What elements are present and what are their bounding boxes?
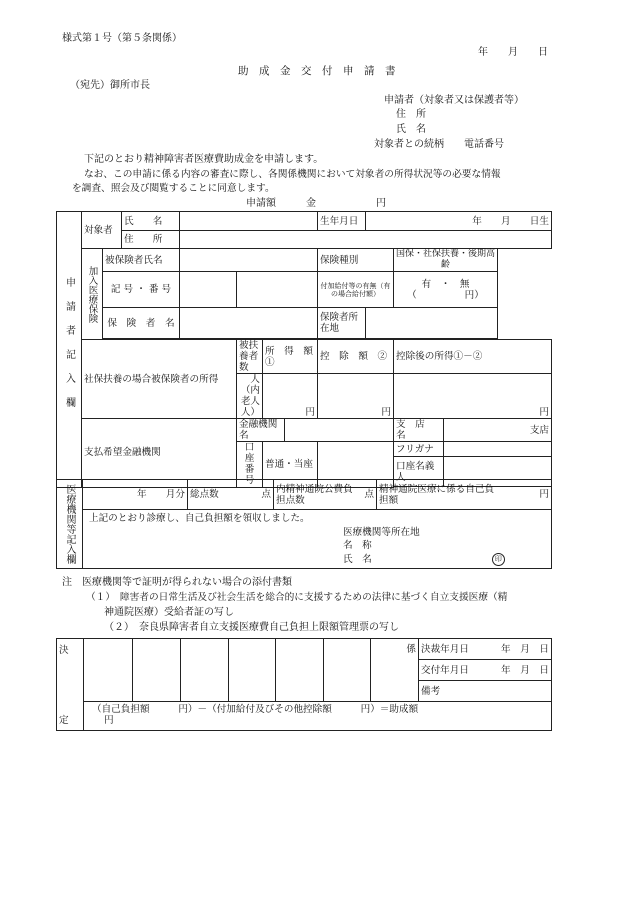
grant-formula-text: （自己負担額 円）－（付加給付及びその他控除額 円）＝助成額: [92, 704, 419, 715]
issue-date-field: 年 月 日: [501, 664, 549, 676]
note-heading: 注 医療機関等で証明が得られない場合の添付書類: [62, 577, 292, 588]
decision-section: [56, 638, 552, 731]
name-label: 氏 名: [122, 212, 180, 231]
receipt-certification: [83, 510, 552, 569]
approval-box-3[interactable]: [181, 639, 229, 702]
dependents-label: 被扶養者数: [237, 340, 263, 374]
after-deduction-label: 控除後の所得①－②: [394, 340, 552, 374]
relation-phone-label: 対象者との続柄 電話番号: [374, 139, 504, 150]
insured-name-label: 被保険者氏名: [103, 249, 180, 272]
applicant-address-label: 住 所: [396, 109, 426, 120]
decision-side-bottom: 定: [57, 702, 84, 731]
decision-date-row[interactable]: [419, 639, 552, 660]
insurer-name-field[interactable]: [180, 308, 318, 339]
income-field[interactable]: 円: [263, 374, 318, 419]
total-points-label: 総点数: [190, 489, 219, 500]
intro-line-1: 下記のとおり精神障害者医療費助成金を申請します。: [84, 154, 324, 165]
after-deduction-field[interactable]: 円: [394, 374, 552, 419]
insurance-type-label: 保険種別: [318, 249, 394, 272]
issue-date-label: 交付年月日: [421, 664, 469, 676]
public-points-unit: 点: [364, 488, 374, 500]
institution-location-label: 医療機関等所在地: [343, 527, 420, 538]
account-holder-label: 口座名義人: [394, 457, 444, 487]
insurer-location-label: 保険者所在地: [318, 308, 366, 339]
applicant-label: 申請者（対象者又は保護者等）: [384, 95, 524, 106]
target-name-field[interactable]: [180, 212, 318, 231]
points-unit: 点: [261, 489, 271, 500]
insured-name-field[interactable]: [180, 249, 318, 272]
note-2: （２） 奈良県障害者自立支援医療費自己負担上限額管理票の写し: [104, 622, 399, 633]
target-label: 対象者: [82, 212, 122, 249]
birthdate-field[interactable]: 年 月 日生: [366, 212, 552, 231]
benefit-amount: （ 円）: [407, 289, 484, 301]
decision-date-field: 年 月 日: [501, 643, 549, 655]
intro-line-2: なお、この申請に係る内容の審査に際し、各関係機関において対象者の所得状況等の必要な情報: [84, 169, 501, 180]
total-points-field[interactable]: [188, 480, 274, 510]
approval-box-2[interactable]: [133, 639, 181, 702]
medical-section: [56, 479, 552, 569]
insurance-side-label: 加入医療保険: [82, 249, 103, 340]
approval-box-5[interactable]: [276, 639, 324, 702]
grant-formula: [84, 702, 552, 731]
intro-line-3: を調査、照会及び閲覧することに同意します。: [72, 183, 275, 194]
insurer-location-field[interactable]: [366, 308, 498, 339]
account-number-label: 口 座 番 号: [237, 442, 263, 488]
medical-side-label: 医療機関等記入欄: [57, 480, 83, 569]
receipt-statement: 上記のとおり診療し、自己負担額を領収しました。: [89, 513, 310, 524]
addressee: （宛先）御所市長: [70, 80, 150, 91]
billing-month-field[interactable]: 年 月分: [83, 480, 188, 510]
symbol-number-field-2[interactable]: [237, 272, 318, 308]
issue-date-row[interactable]: [419, 660, 552, 681]
approval-box-6[interactable]: [324, 639, 371, 702]
self-pay-label: 精神通院医療に係る自己負担額: [379, 483, 495, 506]
insurance-type-options[interactable]: 国保・社保扶養・後期高齢: [394, 249, 498, 272]
staff-approval-box[interactable]: 係: [371, 639, 419, 702]
dependents-field[interactable]: 人（内老人 人）: [237, 374, 263, 419]
social-insurance-label: 社保扶養の場合被保険者の所得: [82, 340, 237, 419]
note-1-cont: 神通院医療）受給者証の写し: [104, 607, 234, 618]
insurer-name-label: 保 険 者 名: [103, 308, 180, 339]
self-pay-unit: 円: [539, 488, 549, 500]
decision-date-label: 決裁年月日: [421, 643, 469, 655]
extra-benefit-label: 付加給付等の有無（有の場合給付額）: [318, 272, 394, 308]
applicant-section: [56, 211, 552, 488]
doctor-name-label: 氏 名 印: [343, 553, 549, 566]
approval-box-4[interactable]: [229, 639, 276, 702]
extra-benefit-field[interactable]: [394, 272, 498, 308]
symbol-number-field-1[interactable]: [180, 272, 237, 308]
seal-icon: 印: [492, 553, 505, 566]
institution-name-label: 名 称: [343, 540, 372, 551]
birthdate-label: 生年月日: [318, 212, 366, 231]
application-amount: 申請額 金 円: [246, 198, 386, 209]
bank-name-label: 金融機関名: [237, 419, 285, 442]
bank-label: 支払希望金融機関: [82, 419, 237, 488]
grant-formula-yen: 円: [104, 715, 114, 726]
bank-name-field[interactable]: [285, 419, 394, 442]
applicant-side-label: 申請者記入欄: [57, 212, 82, 488]
furigana-label: フリガナ: [394, 442, 444, 457]
decision-side-top: 決: [57, 639, 84, 702]
address-label: 住 所: [122, 231, 180, 249]
furigana-field[interactable]: [444, 442, 552, 457]
income-label: 所 得 額 ①: [263, 340, 318, 374]
form-number: 様式第１号（第５条関係）: [62, 33, 182, 44]
deduction-label: 控 除 額 ②: [318, 340, 394, 374]
public-points-label: 内精神通院公費負担点数: [276, 483, 353, 506]
symbol-number-label: 記 号 ・ 番 号: [103, 272, 180, 308]
remarks-field[interactable]: 備考: [419, 681, 552, 702]
approval-box-1[interactable]: [84, 639, 133, 702]
deduction-field[interactable]: 円: [318, 374, 394, 419]
branch-field[interactable]: 支店: [444, 419, 552, 442]
note-1: （１） 障害者の日常生活及び社会生活を総合的に支援するための法律に基づく自立支援医療（精: [86, 592, 508, 603]
self-pay-field[interactable]: [377, 480, 552, 510]
public-points-field[interactable]: [274, 480, 377, 510]
date-line: 年 月 日: [478, 47, 548, 58]
applicant-name-label: 氏 名: [396, 124, 426, 135]
yes-no-options[interactable]: 有 ・ 無: [421, 278, 470, 290]
branch-label: 支 店 名: [394, 419, 444, 442]
account-type-options[interactable]: 普通・当座: [263, 442, 318, 488]
page-title: 助 成 金 交 付 申 請 書: [238, 65, 396, 77]
target-address-field[interactable]: [180, 231, 552, 249]
